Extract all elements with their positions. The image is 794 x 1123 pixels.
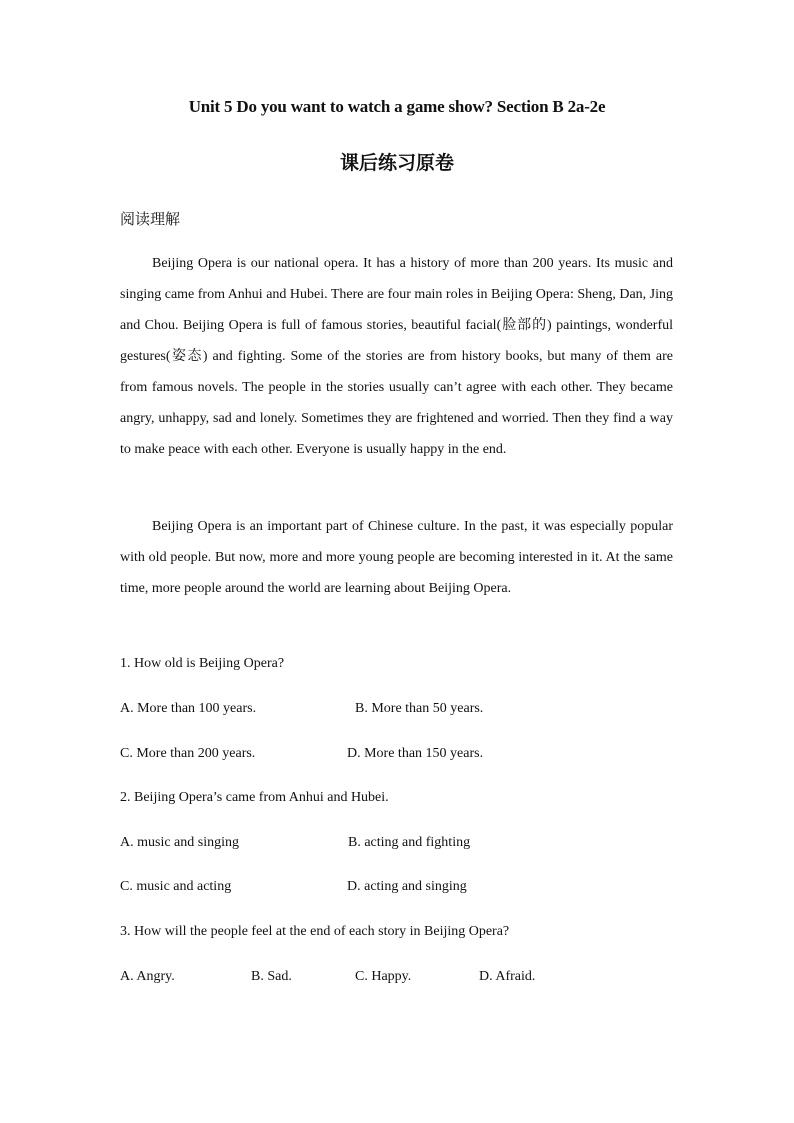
question-2-option-a: A. music and singing xyxy=(120,835,239,850)
passage-paragraph-1: Beijing Opera is our national opera. It has a history of more than 200 years. Its music and singing came from Anhui and Hubei. There are four main roles in Beijing Opera: Sheng, Dan, Jing and Chou. Beijing Opera is full of famous stories, beautiful facial(脸部的) paintings, wonderful gestures(姿态) and fighting. Some of the stories are from history books, but many of them are from famous novels. The people in the stories usually can’t agree with each other. They became angry, unhappy, sad and lonely. Sometimes they are frightened and worried. Then they find a way to make peace with each other. Everyone is usually happy in the end. xyxy=(120,256,673,457)
question-3-option-a: A. Angry. xyxy=(120,969,175,984)
question-1-option-c: C. More than 200 years. xyxy=(120,746,256,761)
document-subtitle: 课后练习原卷 xyxy=(339,152,454,174)
document-title: Unit 5 Do you want to watch a game show? Section B 2a-2e xyxy=(188,97,606,116)
passage-paragraph-2: Beijing Opera is an important part of Chinese culture. In the past, it was especially popular with old people. But now, more and more young people are becoming interested in it. At the same time, more people around the world are learning about Beijing Opera. xyxy=(120,519,673,596)
question-3-option-b: B. Sad. xyxy=(251,969,292,984)
question-3-option-c: C. Happy. xyxy=(355,969,412,984)
question-2-stem: 2. Beijing Opera’s came from Anhui and Hubei. xyxy=(120,790,389,805)
question-1-stem: 1. How old is Beijing Opera? xyxy=(120,656,285,671)
question-2-option-d: D. acting and singing xyxy=(347,879,467,894)
section-label: 阅读理解 xyxy=(120,210,181,228)
question-3-stem: 3. How will the people feel at the end of each story in Beijing Opera? xyxy=(120,924,510,939)
question-1-option-b: B. More than 50 years. xyxy=(355,701,484,716)
question-1-option-a: A. More than 100 years. xyxy=(120,701,257,716)
question-1-option-d: D. More than 150 years. xyxy=(347,746,484,761)
question-3-option-d: D. Afraid. xyxy=(479,969,536,984)
question-2-option-b: B. acting and fighting xyxy=(348,835,471,850)
question-2-option-c: C. music and acting xyxy=(120,879,232,894)
